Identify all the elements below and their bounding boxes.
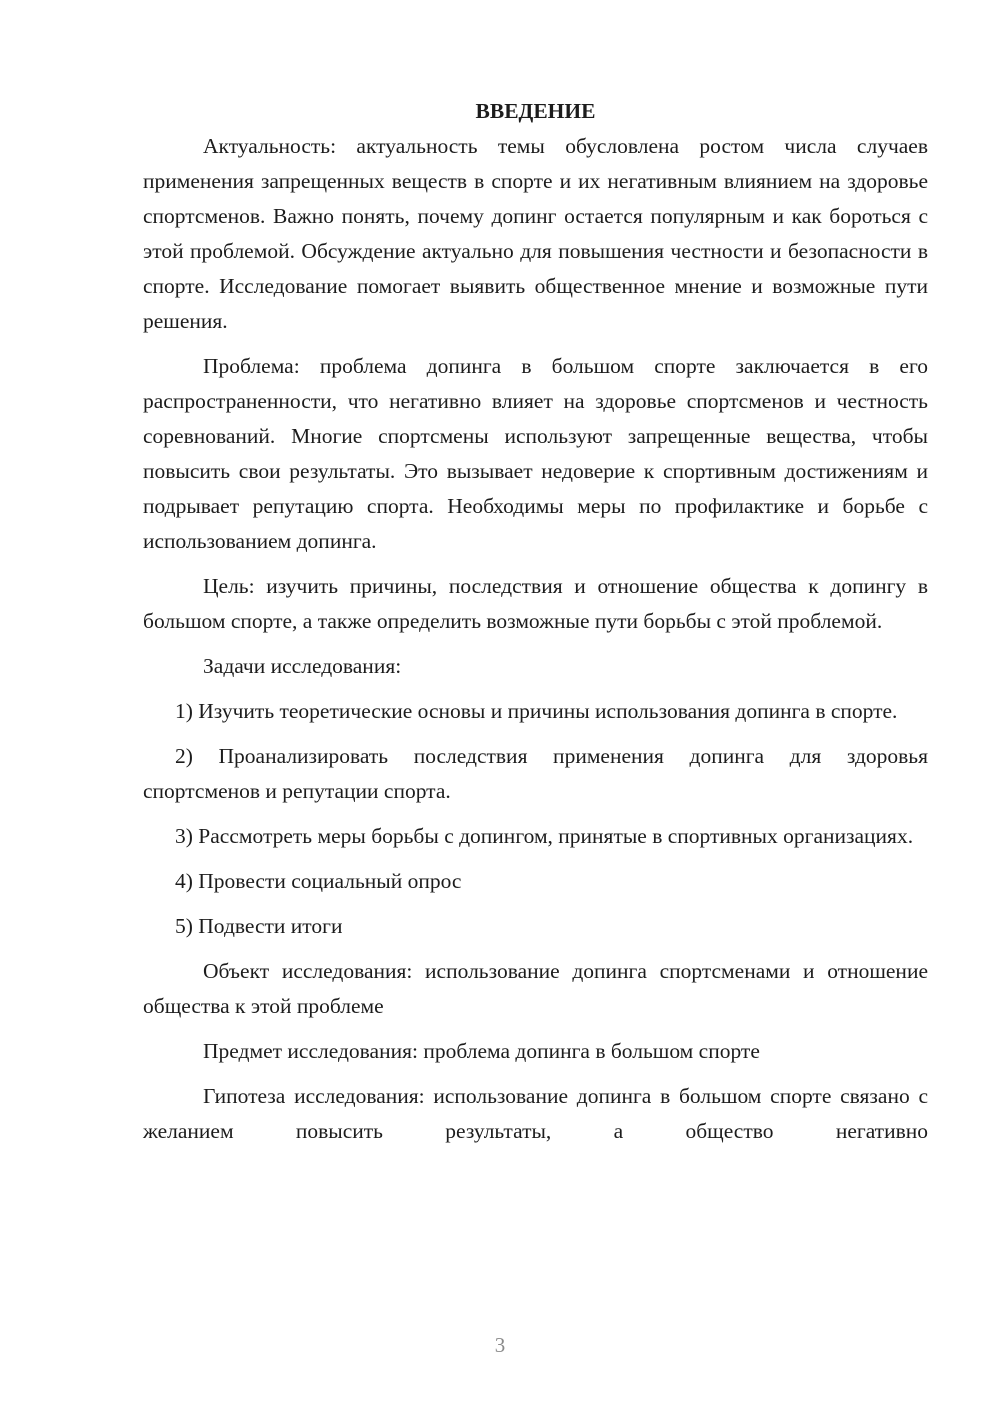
paragraph-relevance: Актуальность: актуальность темы обусловлена ростом числа случаев применения запрещенных веществ в спорте и их негативным влиянием на здоровье спортсменов. Важно понять, почему допинг остается популярным и как бороться с этой проблемой. Обсуждение актуально для повышения честности и безопасности в спорте. Исследование помогает выявить общественное мнение и возможные пути решения. xyxy=(143,134,928,333)
page-number: 3 xyxy=(494,1333,506,1357)
task-item: 3) Рассмотреть меры борьбы с допингом, принятые в спортивных организациях. xyxy=(175,824,914,848)
task-item: 4) Провести социальный опрос xyxy=(175,869,462,893)
paragraph-hypothesis: Гипотеза исследования: использование допинга в большом спорте связано с желанием повысить результаты, а общество негативно xyxy=(143,1084,928,1143)
page-content xyxy=(143,94,928,1149)
paragraph-problem: Проблема: проблема допинга в большом спорте заключается в его распространенности, что негативно влияет на здоровье спортсменов и честность соревнований. Многие спортсмены используют запрещенные вещества, чтобы повысить свои результаты. Это вызывает недоверие к спортивным достижениям и подрывает репутацию спорта. Необходимы меры по профилактике и борьбе с использованием допинга. xyxy=(143,354,928,553)
task-item: 1) Изучить теоретические основы и причины использования допинга в спорте. xyxy=(175,699,898,723)
task-item: 2) Проанализировать последствия применения допинга для здоровья спортсменов и репутации спорта. xyxy=(143,744,928,803)
task-item: 5) Подвести итоги xyxy=(175,914,343,938)
paragraph-subject: Предмет исследования: проблема допинга в большом спорте xyxy=(203,1039,760,1063)
section-heading: ВВЕДЕНИЕ xyxy=(475,99,596,123)
tasks-label: Задачи исследования: xyxy=(203,654,402,678)
paragraph-goal: Цель: изучить причины, последствия и отношение общества к допингу в большом спорте, а также определить возможные пути борьбы с этой проблемой. xyxy=(143,574,928,633)
paragraph-object: Объект исследования: использование допинга спортсменами и отношение общества к этой проблеме xyxy=(143,959,928,1018)
